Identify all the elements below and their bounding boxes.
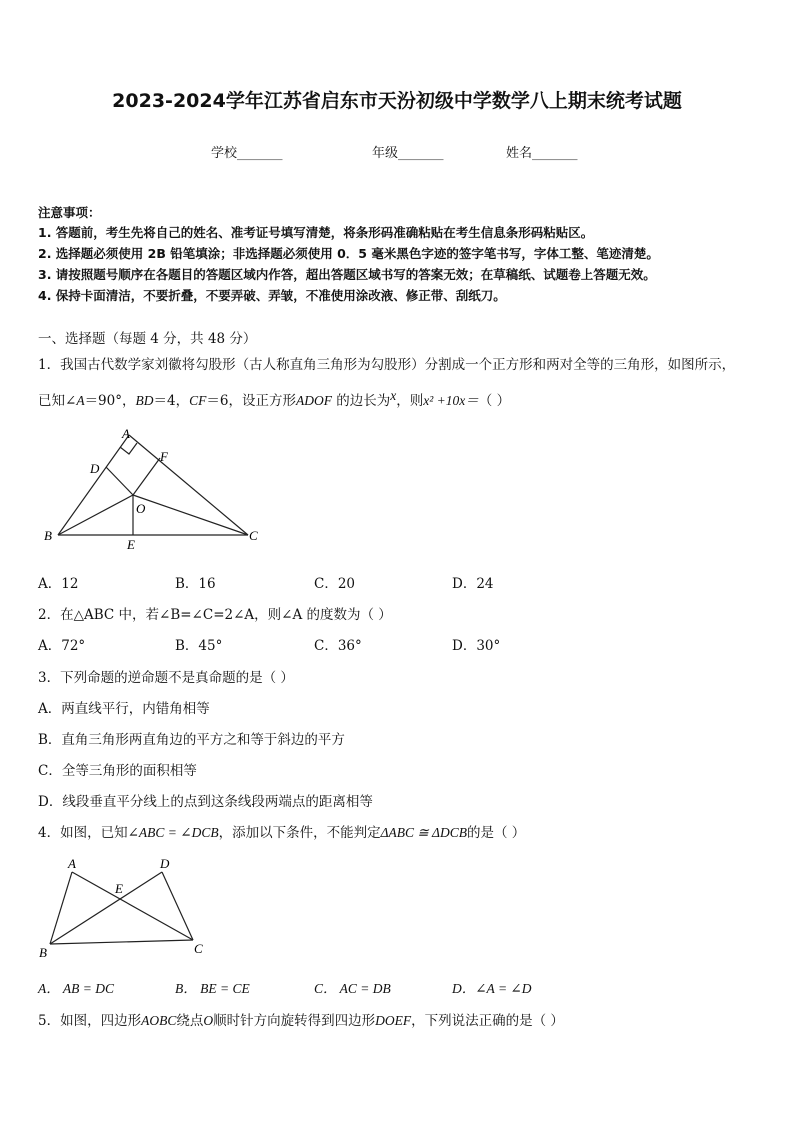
figure-label: E bbox=[115, 881, 123, 896]
figure-segment bbox=[129, 435, 248, 535]
figure-label: O bbox=[136, 501, 146, 516]
question-4-figure bbox=[36, 852, 216, 962]
question-3-stem: 3．下列命题的逆命题不是真命题的是（ ） bbox=[38, 670, 294, 686]
figure-segment bbox=[58, 435, 129, 535]
figure-segment bbox=[58, 495, 133, 535]
section-heading: 一、选择题（每题 4 分，共 48 分） bbox=[38, 331, 257, 347]
option-d[interactable]: D．线段垂直平分线上的点到这条线段两端点的距离相等 bbox=[38, 794, 373, 810]
school-field[interactable]: 学校_______ bbox=[211, 146, 283, 161]
question-1-stem: 1．我国古代数学家刘徽将勾股形（古人称直角三角形为勾股形）分割成一个正方形和两对全等的三角形，如图所示， bbox=[38, 357, 736, 373]
question-4-stem: 4．如图，已知∠ABC = ∠DCB，添加以下条件，不能判定ΔABC ≅ ΔDCB的是（ ） bbox=[38, 825, 526, 841]
notice-item: 3. 请按照题号顺序在各题目的答题区域内作答，超出答题区域书写的答案无效；在草稿纸、试题卷上答题无效。 bbox=[38, 267, 656, 282]
figure-segment bbox=[133, 458, 160, 495]
option-b[interactable]: B．直角三角形两直角边的平方之和等于斜边的平方 bbox=[38, 732, 345, 748]
figure-label: A bbox=[68, 856, 76, 871]
option-d[interactable]: D．24 bbox=[452, 576, 494, 592]
figure-label: E bbox=[127, 537, 135, 552]
figure-label: C bbox=[249, 528, 258, 543]
grade-field[interactable]: 年级_______ bbox=[372, 146, 444, 161]
question-1-stem-line2: 已知∠A＝90°，BD＝4，CF＝6，设正方形ADOF 的边长为x，则x² +10x＝（ ） bbox=[38, 388, 511, 409]
notice-item: 1. 答题前，考生先将自己的姓名、准考证号填写清楚，将条形码准确粘贴在考生信息条形码粘贴区。 bbox=[38, 225, 594, 240]
question-1-figure bbox=[38, 425, 268, 555]
option-b[interactable]: B．45° bbox=[175, 638, 223, 654]
option-b[interactable]: B．16 bbox=[175, 576, 216, 592]
notice-item: 4. 保持卡面清洁，不要折叠，不要弄破、弄皱，不准使用涂改液、修正带、刮纸刀。 bbox=[38, 288, 506, 303]
page-title: 2023-2024学年江苏省启东市天汾初级中学数学八上期末统考试题 bbox=[112, 90, 682, 112]
figure-label: D bbox=[90, 461, 100, 476]
option-d[interactable]: D．∠A = ∠D bbox=[452, 981, 532, 996]
option-a[interactable]: A．72° bbox=[38, 638, 86, 654]
figure-label: B bbox=[44, 528, 52, 543]
figure-segment bbox=[72, 872, 193, 940]
option-c[interactable]: C．36° bbox=[314, 638, 362, 654]
option-d[interactable]: D．30° bbox=[452, 638, 501, 654]
figure-segment bbox=[50, 940, 193, 944]
option-a[interactable]: A．两直线平行，内错角相等 bbox=[38, 701, 210, 717]
question-5-stem: 5．如图，四边形AOBC绕点O顺时针方向旋转得到四边形DOEF，下列说法正确的是（ ） bbox=[38, 1013, 564, 1029]
figure-segment bbox=[50, 872, 72, 944]
figure-label: B bbox=[39, 945, 47, 960]
option-a[interactable]: A．12 bbox=[38, 576, 79, 592]
figure-segment bbox=[162, 872, 193, 940]
figure-label: F bbox=[160, 449, 168, 464]
option-a[interactable]: A． AB = DC bbox=[38, 981, 114, 996]
figure-segment bbox=[106, 467, 133, 495]
notice-heading: 注意事项： bbox=[38, 205, 101, 220]
option-c[interactable]: C．全等三角形的面积相等 bbox=[38, 763, 197, 779]
option-c[interactable]: C．20 bbox=[314, 576, 356, 592]
question-2-stem: 2．在△ABC 中，若∠B=∠C=2∠A，则∠A 的度数为（ ） bbox=[38, 607, 392, 623]
option-b[interactable]: B． BE = CE bbox=[175, 981, 250, 996]
option-c[interactable]: C． AC = DB bbox=[314, 981, 391, 996]
figure-label: A bbox=[122, 426, 130, 441]
figure-segment bbox=[133, 495, 248, 535]
figure-label: C bbox=[194, 941, 203, 956]
notice-item: 2. 选择题必须使用 2B 铅笔填涂；非选择题必须使用 0．5 毫米黑色字迹的签字笔书写，字体工整、笔迹清楚。 bbox=[38, 246, 659, 261]
figure-segment bbox=[50, 872, 162, 944]
name-field[interactable]: 姓名_______ bbox=[506, 146, 578, 161]
figure-label: D bbox=[160, 856, 170, 871]
